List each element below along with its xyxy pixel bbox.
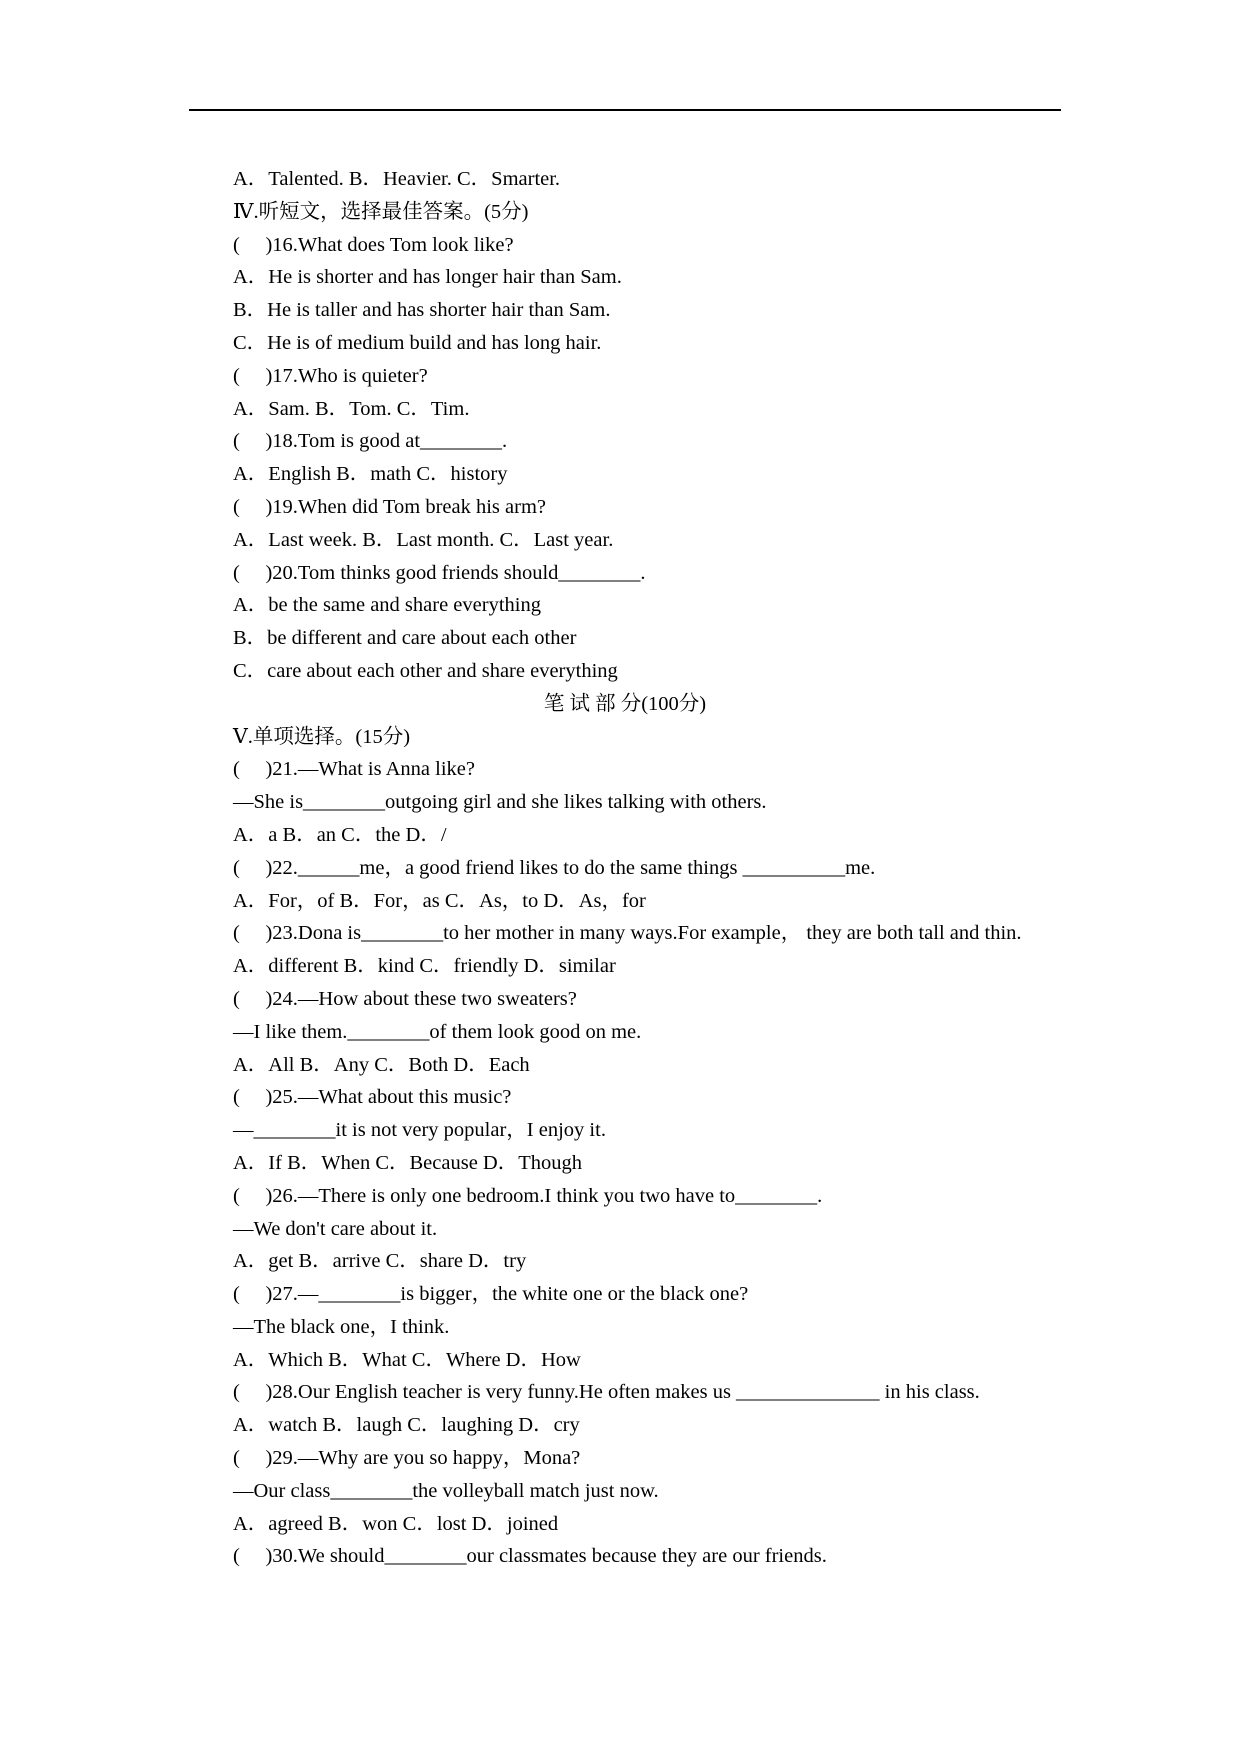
question-25: ( )25.—What about this music? xyxy=(233,1086,512,1109)
dialogue-line: —________it is not very popular，I enjoy it. xyxy=(233,1119,606,1142)
section-heading-choice: Ⅴ.单项选择。(15分) xyxy=(233,725,411,748)
question-23: ( )23.Dona is________to her mother in many ways.For example， they are both tall and thin. xyxy=(233,922,1022,945)
question-19: ( )19.When did Tom break his arm? xyxy=(233,495,547,518)
option-line: A．different B．kind C．friendly D．similar xyxy=(233,955,616,978)
section-heading-listening: Ⅳ.听短文，选择最佳答案。(5分) xyxy=(233,200,529,223)
option-line: A．He is shorter and has longer hair than Sam. xyxy=(233,266,622,289)
question-29: ( )29.—Why are you so happy，Mona? xyxy=(233,1447,581,1470)
option-line: A．a B．an C．the D．/ xyxy=(233,823,447,846)
option-line: B．be different and care about each other xyxy=(233,627,577,650)
question-28: ( )28.Our English teacher is very funny.He often makes us ______________ in his class. xyxy=(233,1381,980,1404)
option-line: C．care about each other and share everything xyxy=(233,659,618,682)
option-line: A．Which B．What C．Where D．How xyxy=(233,1348,581,1371)
option-line: A．For，of B．For，as C．As，to D．As，for xyxy=(233,889,646,912)
dialogue-line: —Our class________the volleyball match just now. xyxy=(233,1479,659,1502)
option-line: A．watch B．laugh C．laughing D．cry xyxy=(233,1414,580,1437)
option-line: A．agreed B．won C．lost D．joined xyxy=(233,1512,559,1535)
option-line: C．He is of medium build and has long hair. xyxy=(233,331,602,354)
option-line: A．get B．arrive C．share D．try xyxy=(233,1250,527,1273)
question-30: ( )30.We should________our classmates because they are our friends. xyxy=(233,1545,827,1568)
question-26: ( )26.—There is only one bedroom.I think you two have to________. xyxy=(233,1184,823,1207)
dialogue-line: —We don't care about it. xyxy=(233,1217,438,1240)
dialogue-line: —She is________outgoing girl and she likes talking with others. xyxy=(233,791,767,814)
text-line: A．Talented. B．Heavier. C．Smarter. xyxy=(233,168,561,190)
question-27: ( )27.—________is bigger，the white one or the black one? xyxy=(233,1283,749,1306)
option-line: A．If B．When C．Because D．Though xyxy=(233,1151,583,1174)
question-17: ( )17.Who is quieter? xyxy=(233,364,428,387)
option-line: A．Last week. B．Last month. C．Last year. xyxy=(233,528,614,551)
dialogue-line: —I like them.________of them look good on me. xyxy=(233,1020,642,1043)
question-24: ( )24.—How about these two sweaters? xyxy=(233,987,577,1010)
question-16: ( )16.What does Tom look like? xyxy=(233,233,514,256)
question-18: ( )18.Tom is good at________. xyxy=(233,430,508,453)
option-line: A．All B．Any C．Both D．Each xyxy=(233,1053,530,1076)
question-22: ( )22.______me，a good friend likes to do the same things __________me. xyxy=(233,856,876,879)
header-rule xyxy=(189,109,1061,111)
option-line: A．English B．math C．history xyxy=(233,463,508,486)
question-20: ( )20.Tom thinks good friends should________. xyxy=(233,561,646,584)
question-21: ( )21.—What is Anna like? xyxy=(233,758,475,781)
option-line: B．He is taller and has shorter hair than Sam. xyxy=(233,299,611,322)
option-line: A．Sam. B．Tom. C．Tim. xyxy=(233,397,470,420)
option-line: A．be the same and share everything xyxy=(233,594,541,617)
exam-content xyxy=(189,163,1061,1573)
dialogue-line: —The black one，I think. xyxy=(233,1315,450,1338)
section-title-written: 笔 试 部 分(100分) xyxy=(543,692,707,715)
